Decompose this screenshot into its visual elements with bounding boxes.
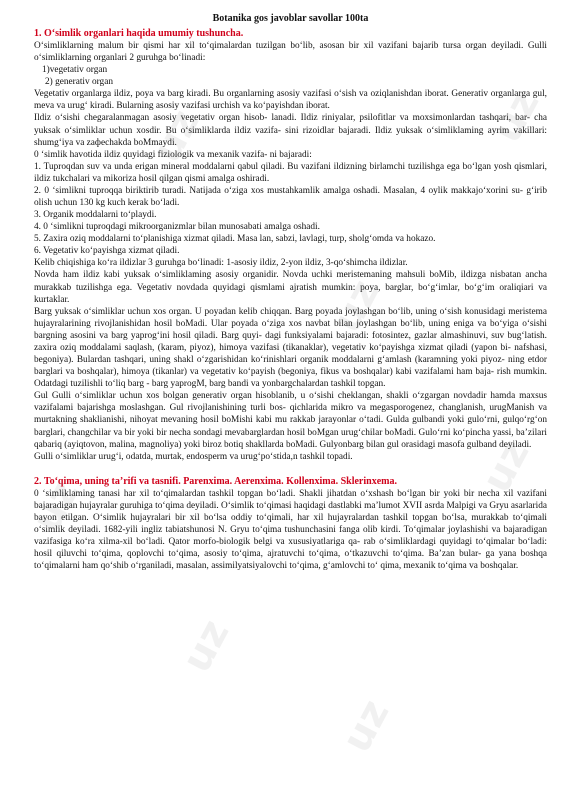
list-item: 2. 0 ‘simlikni tuproqqa biriktirib turadi. Natijada o‘ziga xos mustahkamlik amalga oshadi. Masalan, 4 oylik makkajo‘xorini su- g‘irib olish uchun 130 kg kuch kerak bo‘ladi. bbox=[34, 185, 547, 209]
list-item: 2) generativ organ bbox=[45, 77, 113, 88]
paragraph: Gulli o‘simliklar urug‘i, odatda, murtak, endosperm va urug‘po‘stida,n tashkil topadi. bbox=[34, 451, 353, 462]
list-item: 1)vegetativ organ bbox=[42, 65, 108, 76]
paragraph: Ildiz o‘sishi chegaralanmagan asosiy vegetativ organ hisob- lanadi. Ildiz riniyalar, psilofitlar va moxsimonlardan tashqari, bar- cha yuksak o‘simliklar uchun xosdir. Bu o‘simliklarda ildiz vazifa- sini rizoidlar bajaradi. Ildiz yuksak o‘simliklaming ayrim vakillari: shumg‘iya va zaфechakda boMmaydi. bbox=[34, 113, 547, 148]
list-item: 3. Organik moddalarni to‘playdi. bbox=[34, 210, 157, 221]
paragraph: 0 ‘simliklaming tanasi har xil to‘qimalardan tashkil topgan bo‘ladi. Shakli jihatdan o‘xshash bo‘lgan bir yoki bir necha xil vazifani bajaradigan hujayralar guruhiga to‘qima deyiladi. O‘simlik to‘qimasi haqidagi dastlabki ma’lumot XVII asrda Malpigi va Gryu asarlarida bayon etilgan. O‘simlik hujayralari bir xil bo‘lsa oddiy to‘qimali, har xil hujayralardan tashkil topgan bo‘lsa, murakkab to‘qimali o‘simlik deyiladi. 1682-yili ingliz tabiatshunosi N. Gryu to‘qima tushunchasini fanga olib kirdi. To‘qimalar joylashishi va bajaradigan vazifasiga ko‘ra xilma-xil bo‘ladi. Qator morfo-biologik belgi va xususiyatlariga qa- rab o‘simliklardagi quyidagi to‘qimalar bo‘ladi: hosil qiluvchi to‘qima, qoplovchi to‘qima, asosiy to‘qima, ajratuvchi to‘qima, o‘tkazuvchi to‘qima. Ba’zan bular- ga yana boshqa to‘qimalarni ham qo‘shib o‘rganiladi, masalan, assimilyatsiyalovchi to‘qima, g‘amlovchi to‘ qima, mexanik to‘qima va boshqalar. bbox=[34, 488, 547, 572]
paragraph: Vegetativ organlarga ildiz, poya va barg kiradi. Bu organlarning asosiy vazifasi o‘sish va oziqlanishdan iborat. Generativ organlarga gul, meva va urug‘ kiradi. Bularning asosiy vazifasi urchish va ko‘payishdan iborat. bbox=[34, 89, 547, 112]
paragraph: O‘simliklarning malum bir qismi har xil to‘qimalardan tuzilgan bo‘lib, asosan bir xil vazifani bajarib tursa organ deyiladi. Gulli o‘simliklarning organlari 2 guruhga bo‘linadi: bbox=[34, 41, 547, 64]
paragraph: Kelib chiqishiga ko‘ra ildizlar 3 guruhga bo‘linadi: 1-asosiy ildiz, 2-yon ildiz, 3-qo‘shimcha ildizlar. bbox=[34, 258, 408, 269]
section-heading: 1. O‘simlik organlari haqida umumiy tushuncha. bbox=[34, 28, 244, 39]
paragraph: Novda ham ildiz kabi yuksak o‘simliklaming asosiy organidir. Novda uchki meristemaning mahsuli boMib, ildizga nisbatan ancha murakkab tuzilishga ega. Vegetativ novdada quyidagi qismlami ajratish mumkin: poya, barglar, bo‘g‘imlar, bo‘g‘im oraliqiari va kurtaklar. bbox=[34, 270, 547, 305]
section-heading: 2. To‘qima, uning ta’rifi va tasnifi. Parenxima. Aerenxima. Kollenxima. Sklerinxema. bbox=[34, 475, 397, 487]
paragraph: 0 ‘simlik havotida ildiz quyidagi fiziologik va mexanik vazifa- ni bajaradi: bbox=[34, 149, 312, 160]
list-item: 1. Tuproqdan suv va unda erigan mineral moddalarni qabul qiladi. Bu vazifani ildizning birlamchi tuzilishga ega bo‘lgan yosh qismlari, ildiz tukchalari va mikoriza hosil qilgan qismi amalga oshiradi. bbox=[34, 161, 547, 184]
paragraph: Barg yuksak o‘simliklar uchun xos organ. U poyadan kelib chiqqan. Barg poyada joylashgan bo‘lib, uning o‘sish konusidagi meristema hujayralarining rivojlanishidan hosil boMadi. Ular poyada o‘ziga xos navbat bilan joylashgan bo‘lib, uning eniga va bo‘yiga o‘sishi bargning asosini va barg yaprog‘ini hosil qiladi. Barg quyi- dagi funksiyalami bajaradi: fotosintez, gazlar almashinuvi, suv bug‘latish. zaxira oziq moddalami saqlash, (karam, piyoz), himoya vazifasi (tikanaklar), vegetativ ko‘payishga xizmat qiladi (yapon bi- nafshasi, begoniya). Bulardan tashqari, uning shakl o‘zgarishidan ko‘rinishlari organik moddalarni g‘amlash (karamning yoki piyoz- ning etdor barglari va boshqalar), himoya (tikanlar) va vegetativ ko‘payish (begoniya, fikus va boshqalar) kabi vazifalami ham baja- rish mumkin. Odatdagi tuzilishli to‘liq barg - barg yaprogM, barg bandi va yonbargchalardan tashkil topgan. bbox=[34, 306, 547, 390]
list-item: 4. 0 ‘simlikni tuproqdagi mikroorganizmlar bilan munosabati amalga oshadi. bbox=[34, 222, 320, 233]
document-title: Botanika gos javoblar savollar 100ta bbox=[212, 13, 369, 24]
list-item: 5. Zaxira oziq moddalarni to‘planishiga xizmat qiladi. Masa lan, sabzi, lavlagi, turp, sholg‘omda va hokazo. bbox=[34, 234, 436, 245]
list-item: 6. Vegetativ ko‘payishga xizmat qiladi. bbox=[34, 246, 180, 257]
paragraph: Gul Gulli o‘simliklar uchun xos bolgan generativ organ hisoblanib, u o‘sishi cheklangan, shakli o‘zgargan novdadir hamda maxsus vazifalami bajarishga moslashgan. Gul rivojlanishining turli bos- qichlarida mikro va megasporogenez, changlanish, urugManish va murtakning shaklianishi, nihoyat mevaning hosil boMishi kabi mu rakkab jarayonlar o‘tadi. Gulda gulbandi yoki gulo‘rni, gulqo‘rg‘on barglari, changchilar va bir yoki bir necha sondagi mevabarglardan hosil boMgan urug‘chilar boMadi. Gulo‘rni ko‘pincha yassi, ba’zilari qabariq (ayiqtovon, malina, magnoliya) yoki biroz botiq shakllarda boMadi. Gulyonbarg bilan gul orasidagi masofa gulband deyiladi. bbox=[34, 391, 547, 450]
watermark: uz uz uz uz uz uz uz bbox=[23, 82, 549, 760]
